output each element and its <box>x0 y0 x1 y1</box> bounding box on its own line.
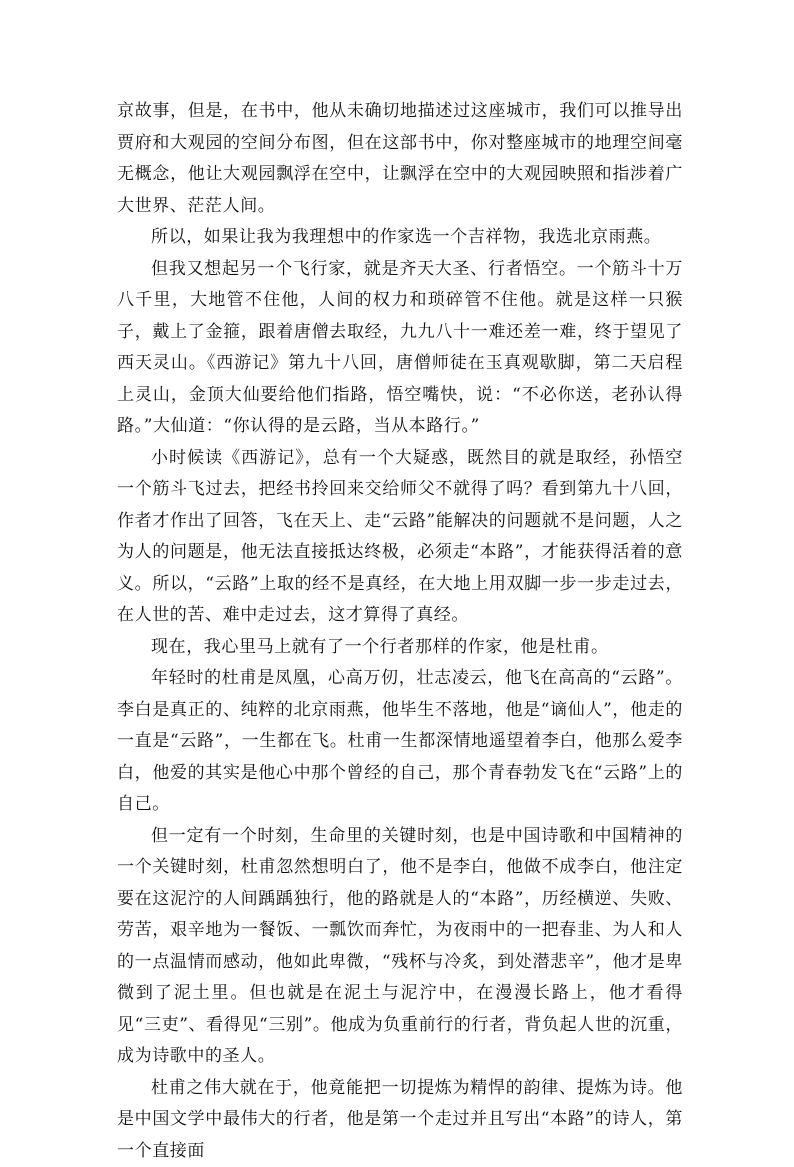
paragraph-5: 现在，我心里马上就有了一个行者那样的作家，他是杜甫。 <box>117 632 683 664</box>
paragraph-3: 但我又想起另一个飞行家，就是齐天大圣、行者悟空。一个筋斗十万八千里，大地管不住他，人间的权力和琐碎管不住他。就是这样一只猴子，戴上了金箍，跟着唐僧去取经，九九八十一难还差一难，终于望见了西天灵山。《西游记》第九十八回，唐僧师徒在玉真观歇脚，第二天启程上灵山，金顶大仙要给他们指路，悟空嘴快，说：“不必你送，老孙认得路。”大仙道：“你认得的是云路，当从本路行。” <box>117 254 683 443</box>
paragraph-1: 京故事，但是，在书中，他从未确切地描述过这座城市，我们可以推导出贾府和大观园的空间分布图，但在这部书中，你对整座城市的地理空间毫无概念，他让大观园飘浮在空中，让飘浮在空中的大观园映照和指涉着广大世界、茫茫人间。 <box>117 96 683 222</box>
essay-body <box>117 96 683 1167</box>
paragraph-2: 所以，如果让我为我理想中的作家选一个吉祥物，我选北京雨燕。 <box>117 222 683 254</box>
paragraph-4: 小时候读《西游记》，总有一个大疑惑，既然目的就是取经，孙悟空一个筋斗飞过去，把经书拎回来交给师父不就得了吗？看到第九十八回，作者才作出了回答，飞在天上、走“云路”能解决的问题就不是问题，人之为人的问题是，他无法直接抵达终极，必须走“本路”，才能获得活着的意义。所以，“云路”上取的经不是真经，在大地上用双脚一步一步走过去，在人世的苦、难中走过去，这才算得了真经。 <box>117 443 683 632</box>
paragraph-8: 杜甫之伟大就在于，他竟能把一切提炼为精悍的韵律、提炼为诗。他是中国文学中最伟大的行者，他是第一个走过并且写出“本路”的诗人，第一个直接面 <box>117 1073 683 1167</box>
paragraph-6: 年轻时的杜甫是凤凰，心高万仞，壮志凌云，他飞在高高的“云路”。李白是真正的、纯粹的北京雨燕，他毕生不落地，他是“谪仙人”，他走的一直是“云路”，一生都在飞。杜甫一生都深情地遥望着李白，他那么爱李白，他爱的其实是他心中那个曾经的自己，那个青春勃发飞在“云路”上的自己。 <box>117 663 683 821</box>
paragraph-7: 但一定有一个时刻，生命里的关键时刻，也是中国诗歌和中国精神的一个关键时刻，杜甫忽然想明白了，他不是李白，他做不成李白，他注定要在这泥泞的人间踽踽独行，他的路就是人的“本路”，历经横逆、失败、劳苦，艰辛地为一餐饭、一瓢饮而奔忙，为夜雨中的一把春韭、为人和人的一点温情而感动，他如此卑微，“残杯与冷炙，到处潜悲辛”，他才是卑微到了泥土里。但也就是在泥土与泥泞中，在漫漫长路上，他才看得见“三吏”、看得见“三别”。他成为负重前行的行者，背负起人世的沉重，成为诗歌中的圣人。 <box>117 821 683 1073</box>
